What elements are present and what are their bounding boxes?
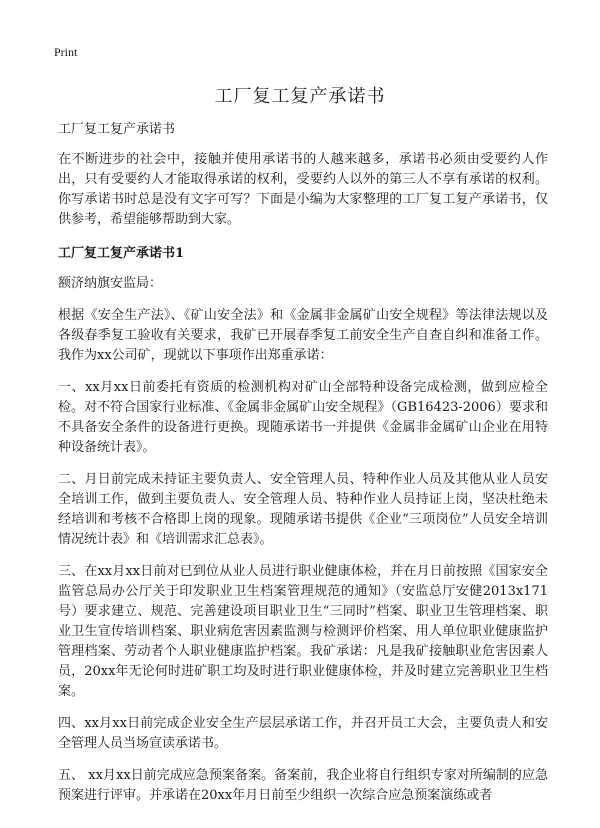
body-paragraph: 一、xx月xx日前委托有资质的检测机构对矿山全部特种设备完成检测，做到应检全检。对不符合国家行业标准、《金属非金属矿山安全规程》（GB16423-2006）要求和不具备安全条件的设备进行更换。现随承诺书一并提供《金属非金属矿山企业在用特种设备统计表》。	[58, 380, 548, 455]
print-link[interactable]: Print	[54, 45, 78, 59]
intro-paragraph: 在不断进步的社会中，接触并使用承诺书的人越来越多，承诺书必须由受要约人作出，只有受要约人才能取得承诺的权利，受要约人以外的第三人不享有承诺的权利。你写承诺书时总是没有文字可写？下面是小编为大家整理的工厂复工复产承诺书，仅供参考，希望能够帮助到大家。	[58, 152, 548, 227]
document-subtitle: 工厂复工复产承诺书	[58, 122, 176, 137]
body-paragraph: 三、在xx月xx日前对已到位从业人员进行职业健康体检，并在月日前按照《国家安全监管总局办公厅关于印发职业卫生档案管理规范的通知》（安监总厅安健2013x171号）要求建立、规范、完善建设项目职业卫生“三同时”档案、职业卫生管理档案、职业卫生宣传培训档案、职业病危害因素监测与检测评价档案、用人单位职业健康监护管理档案、劳动者个人职业健康监护档案。我矿承诺：凡是我矿接触职业危害因素人员，20xx年无论何时进矿职工均及时进行职业健康体检，并及时建立完善职业卫生档案。	[58, 564, 548, 699]
document-body	[58, 120, 548, 818]
body-paragraph: 二、月日前完成未持证主要负责人、安全管理人员、特种作业人员及其他从业人员安全培训工作，做到主要负责人、安全管理人员、特种作业人员持证上岗，坚决杜绝未经培训和考核不合格即上岗的现象。现随承诺书提供《企业“三项岗位”人员安全培训情况统计表》和《培训需求汇总表》。	[58, 472, 548, 547]
section-heading: 工厂复工复产承诺书1	[58, 246, 185, 261]
body-paragraph: 四、xx月xx日前完成企业安全生产层层承诺工作，并召开员工大会，主要负责人和安全管理人员当场宣读承诺书。	[58, 716, 548, 751]
body-paragraph: 五、 xx月xx日前完成应急预案备案。备案前，我企业将自行组织专家对所编制的应急预案进行评审。并承诺在20xx年月日前至少组织一次综合应急预案演练或者	[58, 768, 548, 803]
document-title: 工厂复工复产承诺书	[214, 86, 386, 107]
body-paragraph: 根据《安全生产法》、《矿山安全法》和《金属非金属矿山安全规程》等法律法规以及各级春季复工验收有关要求，我矿已开展春季复工前安全生产自查自纠和准备工作。我作为xx公司矿，现就以下事项作出郑重承诺：	[58, 308, 548, 363]
addressee: 额济纳旗安监局：	[58, 276, 163, 291]
